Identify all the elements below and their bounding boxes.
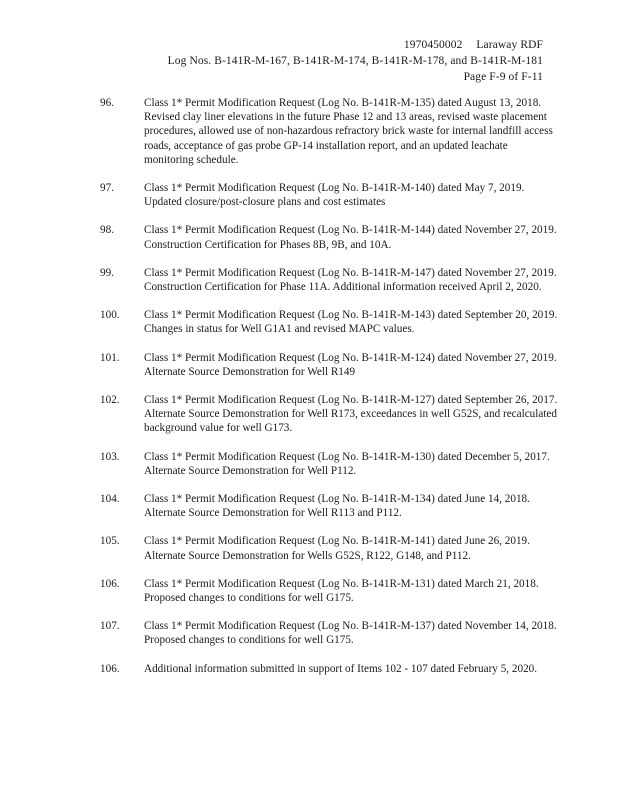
item-text: Class 1* Permit Modification Request (Log No. B-141R-M-135) dated August 13, 2018. Revised clay liner elevations in the future Phase 12 and 13 areas, revised waste placement procedures, allowed use of non-hazardous refractory brick waste for internal landfill access roads, acceptance of gas probe GP-14 installation report, and an updated leachate monitoring schedule. [144, 97, 553, 166]
list-item [100, 351, 560, 379]
page-header [168, 37, 543, 85]
list-item [100, 492, 560, 520]
item-number: 105. [100, 535, 120, 548]
item-text: Additional information submitted in support of Items 102 - 107 dated February 5, 2020. [144, 662, 538, 675]
list-item [100, 223, 560, 251]
item-number: 106. [100, 577, 120, 590]
item-number: 99. [100, 266, 114, 279]
item-number: 103. [100, 450, 120, 463]
item-number: 98. [100, 224, 114, 237]
item-text: Class 1* Permit Modification Request (Log No. B-141R-M-130) dated December 5, 2017. Alternate Source Demonstration for Well P112. [144, 450, 550, 477]
list-item [100, 266, 560, 294]
list-item [100, 96, 560, 167]
list-item [100, 619, 560, 647]
item-text: Class 1* Permit Modification Request (Log No. B-141R-M-147) dated November 27, 2019. Construction Certification for Phase 11A. Additional information received April 2, 2020. [144, 266, 557, 294]
item-number: 107. [100, 620, 120, 633]
item-text: Class 1* Permit Modification Request (Log No. B-141R-M-140) dated May 7, 2019. Updated closure/post-closure plans and cost estimates [144, 182, 525, 209]
log-numbers: Log Nos. B-141R-M-167, B-141R-M-174, B-141R-M-178, and B-141R-M-181 [167, 55, 543, 67]
item-number: 96. [100, 97, 114, 109]
list-item [100, 308, 560, 336]
site-name: Laraway RDF [476, 39, 543, 51]
item-text: Class 1* Permit Modification Request (Log No. B-141R-M-141) dated June 26, 2019. Alternate Source Demonstration for Wells G52S, R122, G148, and P112. [144, 535, 530, 562]
list-item [100, 393, 560, 436]
list-item [100, 450, 560, 478]
item-text: Class 1* Permit Modification Request (Log No. B-141R-M-144) dated November 27, 2019. Construction Certification for Phases 8B, 9B, and 10A. [144, 224, 557, 251]
item-text: Class 1* Permit Modification Request (Log No. B-141R-M-127) dated September 26, 2017. Alternate Source Demonstration for Well R173, exceedances in well G52S, and recalculated background value for well G173. [144, 394, 558, 435]
list-item [100, 181, 560, 209]
item-number: 100. [100, 309, 120, 322]
list-item [100, 577, 560, 605]
page-number: Page F-9 of F-11 [463, 71, 543, 83]
header-line-id [168, 37, 543, 53]
item-text: Class 1* Permit Modification Request (Log No. B-141R-M-134) dated June 14, 2018. Alternate Source Demonstration for Well R113 and P112. [144, 493, 530, 520]
list-item [100, 534, 560, 562]
item-list [100, 96, 560, 676]
item-number: 106. [100, 662, 120, 675]
item-text: Class 1* Permit Modification Request (Log No. B-141R-M-137) dated November 14, 2018. Proposed changes to conditions for well G175. [144, 620, 557, 647]
item-text: Class 1* Permit Modification Request (Log No. B-141R-M-124) dated November 27, 2019. Alternate Source Demonstration for Well R149 [144, 351, 557, 378]
list-item [100, 662, 560, 676]
item-number: 102. [100, 394, 120, 407]
item-number: 101. [100, 351, 120, 364]
item-text: Class 1* Permit Modification Request (Log No. B-141R-M-143) dated September 20, 2019. Changes in status for Well G1A1 and revised MAPC values. [144, 309, 558, 336]
item-text: Class 1* Permit Modification Request (Log No. B-141R-M-131) dated March 21, 2018. Proposed changes to conditions for well G175. [144, 577, 539, 605]
item-number: 104. [100, 493, 120, 506]
doc-id: 1970450002 [403, 39, 463, 51]
item-number: 97. [100, 182, 114, 195]
